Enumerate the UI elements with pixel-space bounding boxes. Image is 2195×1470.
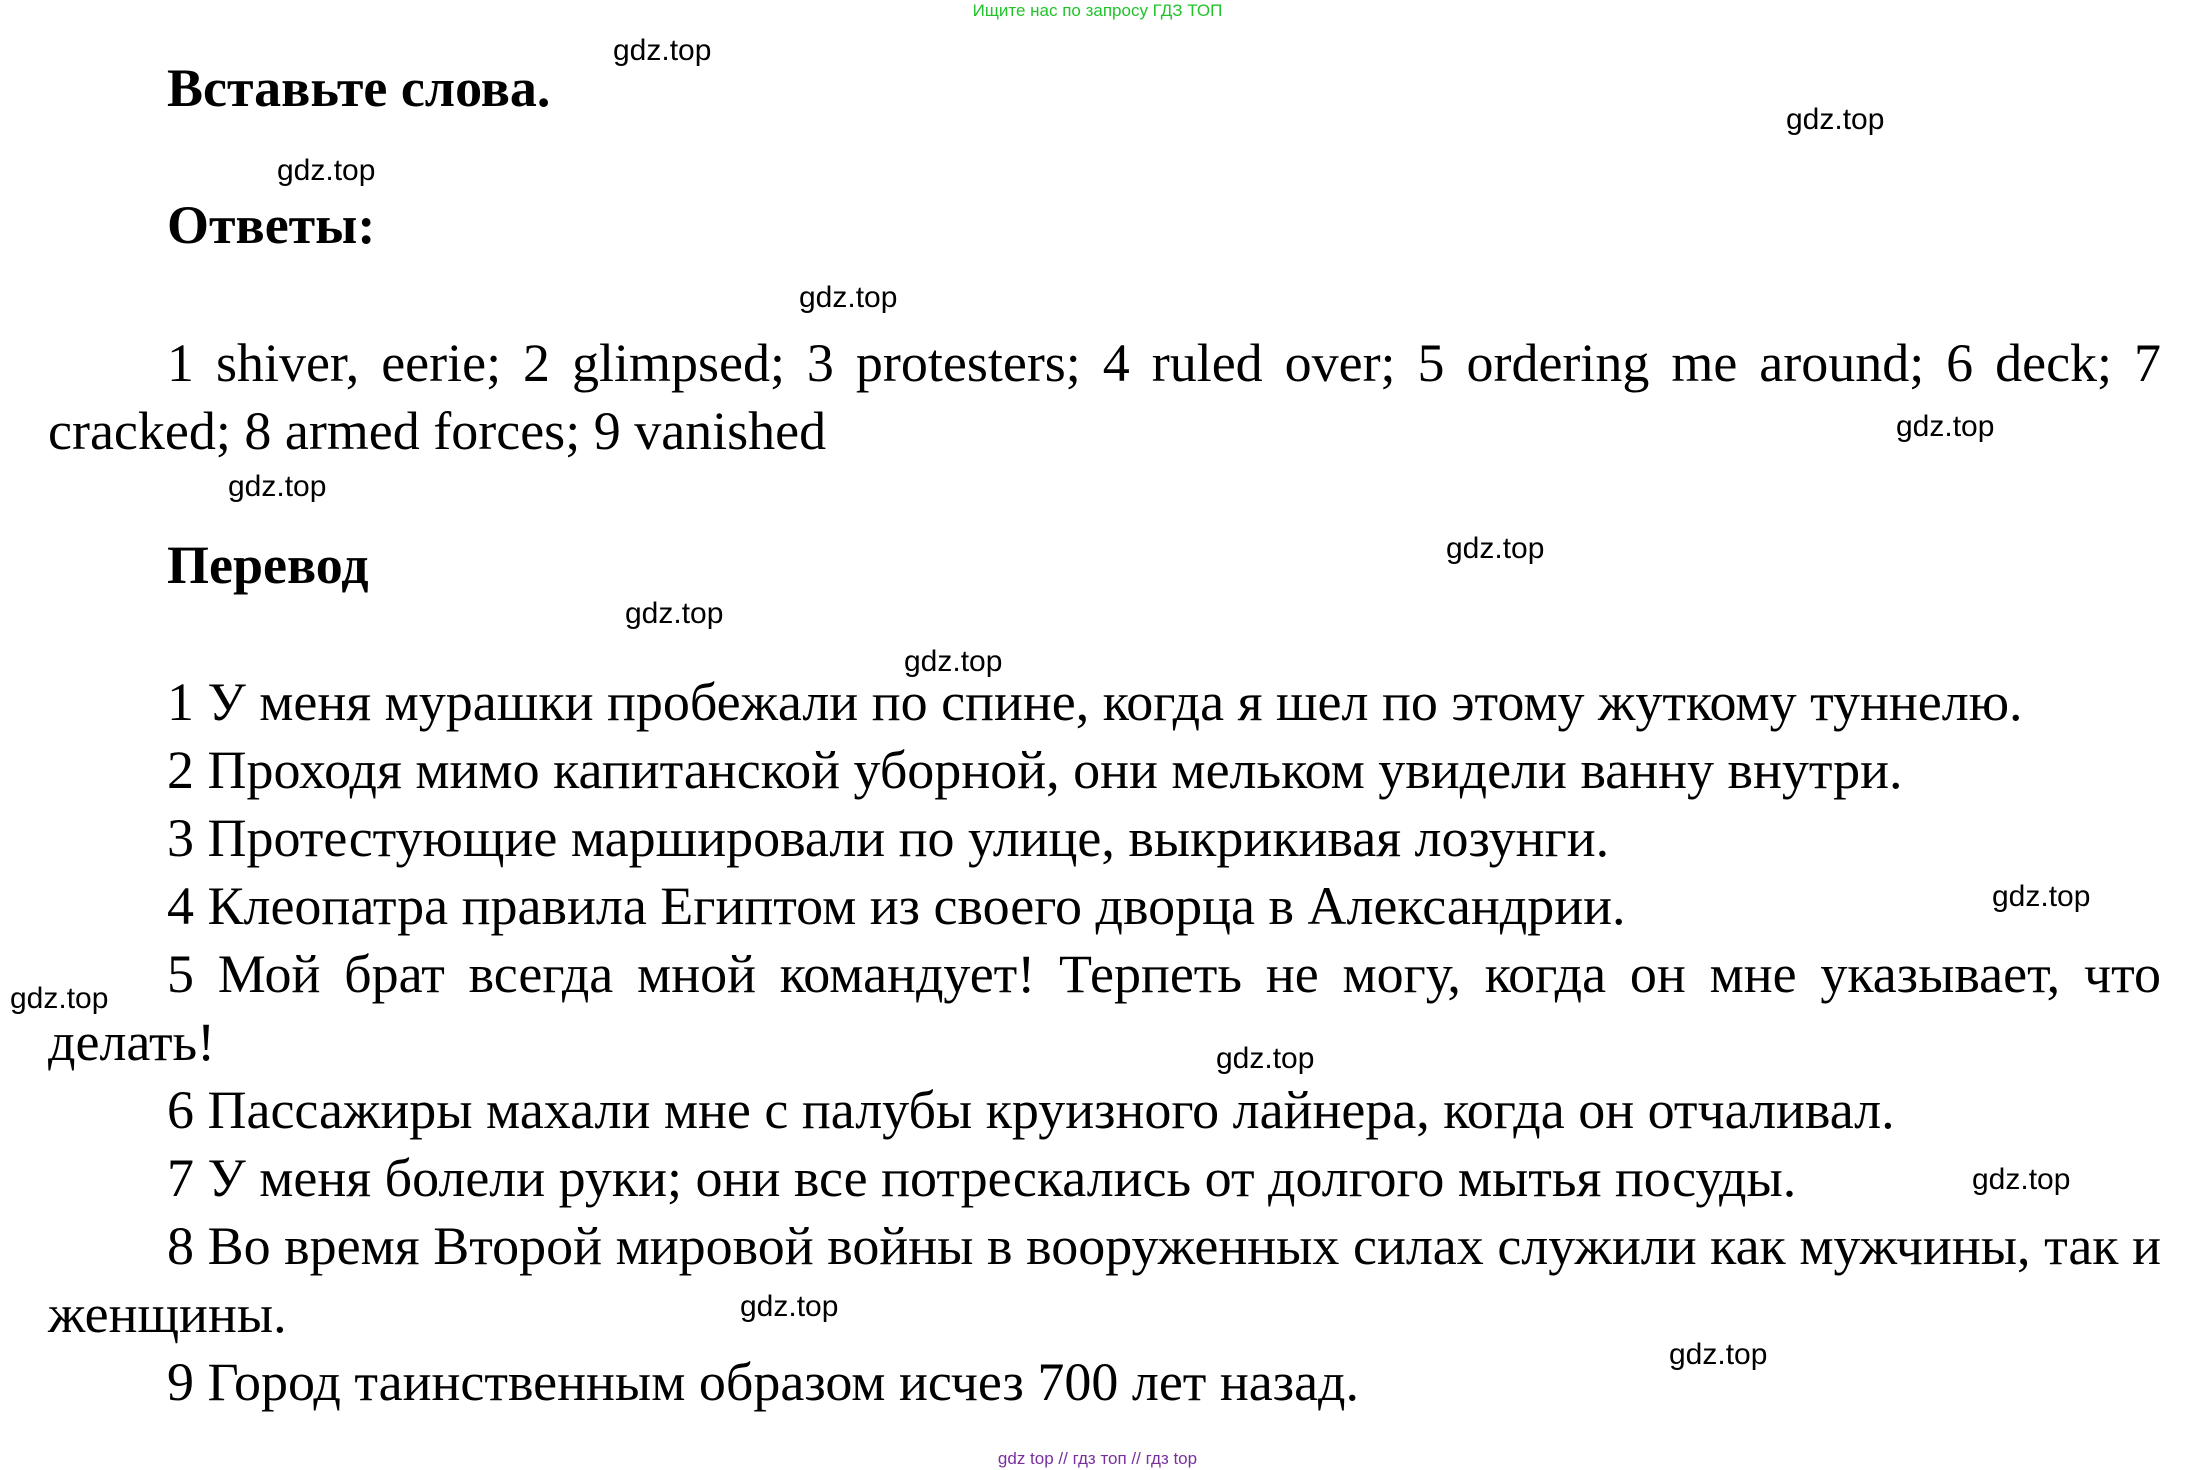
watermark: gdz.top <box>228 470 327 503</box>
translation-item-3: 3 Протестующие маршировали по улице, выкрикивая лозунги. <box>167 808 1610 868</box>
top-banner: Ищите нас по запросу ГДЗ ТОП <box>972 1 1223 20</box>
translation-item-8: 8 Во время Второй мировой войны в вооруженных силах служили как мужчины, так и женщины. <box>48 1216 2161 1344</box>
watermark: gdz.top <box>625 597 724 630</box>
bottom-banner: gdz top // гдз топ // гдз top <box>997 1449 1198 1468</box>
watermark: gdz.top <box>904 645 1003 678</box>
watermark: gdz.top <box>1669 1338 1768 1371</box>
translation-item-7: 7 У меня болели руки; они все потрескались от долгого мытья посуды. <box>167 1148 1797 1208</box>
page-title: Вставьте слова. <box>167 58 551 118</box>
watermark: gdz.top <box>1992 880 2091 913</box>
translation-item-1: 1 У меня мурашки пробежали по спине, когда я шел по этому жуткому туннелю. <box>167 672 2023 732</box>
translation-item-4: 4 Клеопатра правила Египтом из своего дворца в Александрии. <box>167 876 1626 936</box>
watermark: gdz.top <box>613 34 712 67</box>
answers-text: 1 shiver, eerie; 2 glimpsed; 3 protesters; 4 ruled over; 5 ordering me around; 6 deck; 7 cracked; 8 armed forces; 9 vanished <box>48 333 2161 461</box>
translation-item-9: 9 Город таинственным образом исчез 700 лет назад. <box>167 1352 1360 1412</box>
watermark: gdz.top <box>1216 1042 1315 1075</box>
watermark: gdz.top <box>1446 532 1545 565</box>
translation-heading: Перевод <box>167 535 369 595</box>
watermark: gdz.top <box>1896 410 1995 443</box>
watermark: gdz.top <box>799 281 898 314</box>
watermark: gdz.top <box>10 982 109 1015</box>
watermark: gdz.top <box>277 154 376 187</box>
watermark: gdz.top <box>1786 103 1885 136</box>
watermark: gdz.top <box>740 1290 839 1323</box>
answers-heading: Ответы: <box>167 195 376 255</box>
watermark: gdz.top <box>1972 1163 2071 1196</box>
translation-item-2: 2 Проходя мимо капитанской уборной, они мельком увидели ванну внутри. <box>167 740 1903 800</box>
translation-item-6: 6 Пассажиры махали мне с палубы круизного лайнера, когда он отчаливал. <box>167 1080 1895 1140</box>
translation-item-5: 5 Мой брат всегда мной командует! Терпеть не могу, когда он мне указывает, что делать! <box>48 944 2161 1072</box>
